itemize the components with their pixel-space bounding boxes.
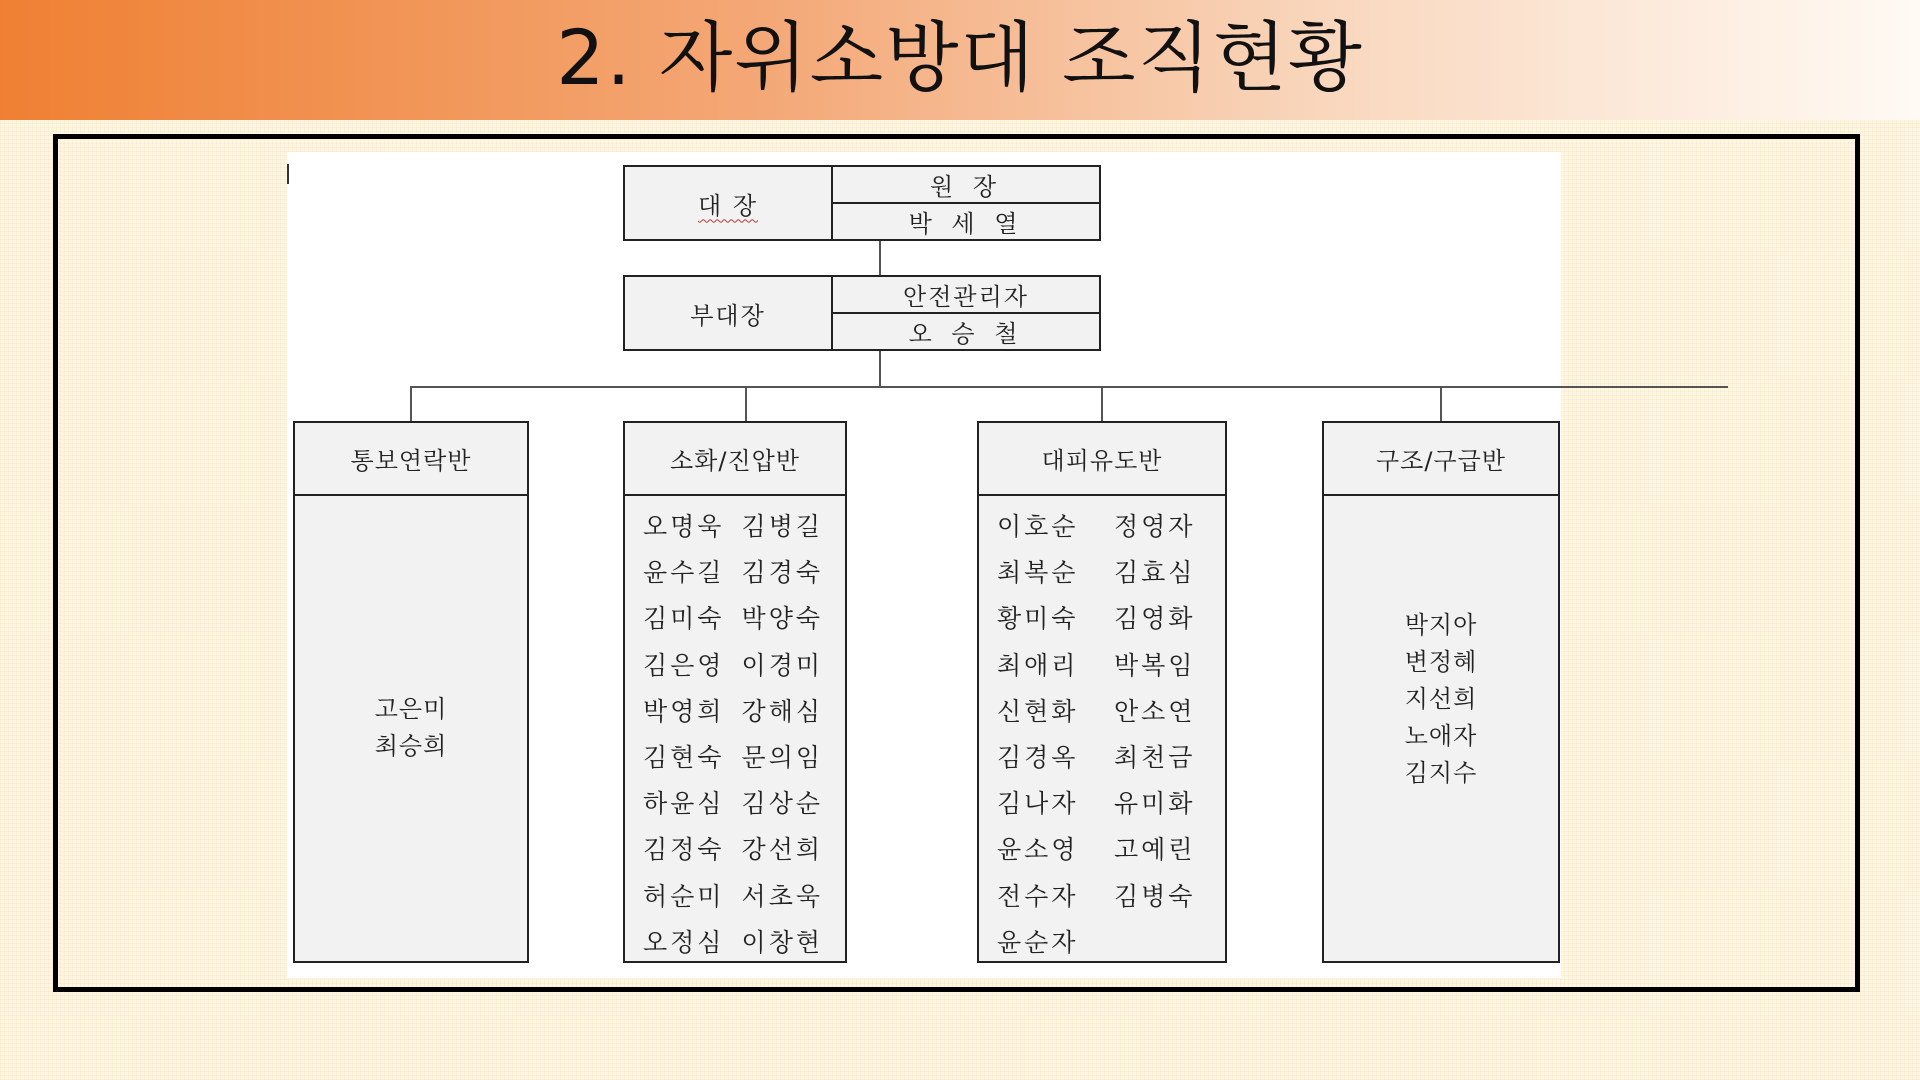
- member-name: 윤수길: [643, 558, 725, 588]
- member-name: 김미숙: [643, 604, 725, 634]
- member-list: [295, 496, 527, 961]
- member-name: 김정숙: [643, 835, 725, 865]
- chief-role: 원 장: [930, 173, 1002, 201]
- deputy-name: 오 승 철: [833, 312, 1099, 349]
- member-name: 문의임: [741, 742, 823, 772]
- dept-members-evacuation: [979, 496, 1225, 961]
- member-name: 안소연: [1114, 696, 1196, 726]
- member-name: 고예린: [1114, 835, 1196, 865]
- dept-title-evacuation: 대피유도반: [979, 423, 1225, 496]
- member-name: 오정심: [643, 927, 725, 957]
- member-name: 윤소영: [997, 835, 1079, 865]
- dept-box-firefighting: [623, 421, 847, 963]
- chief-name: 박 세 열: [833, 202, 1099, 239]
- member-name: 최애리: [997, 650, 1079, 680]
- member-name: 김은영: [643, 650, 725, 680]
- chief-box: [623, 165, 1101, 241]
- member-name: 이호순: [997, 512, 1079, 541]
- chief-info: [833, 167, 1099, 239]
- dept-box-rescue: [1322, 421, 1560, 963]
- dept-title-firefighting: 소화/진압반: [625, 423, 845, 496]
- member-list: [979, 504, 1225, 966]
- member-name: 오명욱: [643, 512, 725, 541]
- member-name: 최복순: [997, 558, 1079, 588]
- member-name: 고은미: [374, 694, 448, 723]
- dept-box-evacuation: [977, 421, 1227, 963]
- member-name: 변정혜: [1404, 648, 1478, 676]
- dept-title-rescue: 구조/구급반: [1324, 423, 1558, 496]
- member-name: 박영희: [643, 696, 725, 726]
- member-name: 박복임: [1114, 650, 1196, 680]
- member-name: 전수자: [997, 881, 1079, 911]
- connector-chief-deputy: [879, 239, 881, 277]
- connector-dept-2: [745, 386, 747, 422]
- deputy-label: 부대장: [625, 277, 833, 349]
- member-name: 박양숙: [741, 604, 823, 634]
- chief-label: 대 장: [625, 167, 833, 239]
- dept-title-communication: 통보연락반: [295, 423, 527, 496]
- member-name: 하윤심: [643, 789, 725, 819]
- page-title: 2. 자위소방대 조직현황: [556, 13, 1364, 102]
- member-name: 김병길: [741, 512, 823, 541]
- dept-members-firefighting: [625, 496, 845, 961]
- member-name: 김나자: [997, 789, 1079, 819]
- connector-dept-1: [410, 386, 412, 422]
- dept-members-rescue: [1324, 496, 1558, 961]
- deputy-info: [833, 277, 1099, 349]
- dept-box-communication: [293, 421, 529, 963]
- member-name: 서초욱: [741, 881, 823, 911]
- member-name: 노애자: [1404, 722, 1478, 750]
- member-name: 김경옥: [997, 742, 1079, 772]
- member-name: 신현화: [997, 696, 1079, 726]
- member-list: [625, 504, 845, 966]
- member-name: 황미숙: [997, 604, 1079, 634]
- member-name: 유미화: [1114, 789, 1196, 819]
- member-list: [1324, 496, 1558, 961]
- connector-dept-4: [1440, 386, 1442, 422]
- member-name: 최천금: [1114, 742, 1196, 772]
- member-name: 김지수: [1404, 759, 1478, 787]
- dept-members-communication: [295, 496, 527, 961]
- text-cursor: [287, 164, 289, 184]
- connector-horizontal: [410, 386, 1728, 388]
- member-name: 김상순: [741, 789, 823, 819]
- member-name: 김효심: [1114, 558, 1196, 588]
- member-name: 박지아: [1404, 611, 1478, 639]
- member-name: 윤순자: [997, 927, 1079, 957]
- connector-deputy-down: [879, 349, 881, 387]
- member-name: 최승희: [374, 731, 448, 760]
- member-name: 이창현: [741, 927, 823, 957]
- member-name: 정영자: [1114, 512, 1196, 541]
- deputy-box: [623, 275, 1101, 351]
- org-chart: [287, 152, 1561, 978]
- member-name: 이경미: [741, 650, 823, 680]
- member-name: 강선희: [741, 835, 823, 865]
- member-name: 김경숙: [741, 558, 823, 588]
- member-name: 김영화: [1114, 604, 1196, 634]
- connector-dept-3: [1101, 386, 1103, 422]
- deputy-role: 안전관리자: [903, 283, 1029, 311]
- member-name: 김병숙: [1114, 881, 1196, 911]
- member-name: 강해심: [741, 696, 823, 726]
- member-name: 지선희: [1404, 685, 1478, 713]
- member-name: 허순미: [643, 881, 725, 911]
- member-name: 김현숙: [643, 742, 725, 772]
